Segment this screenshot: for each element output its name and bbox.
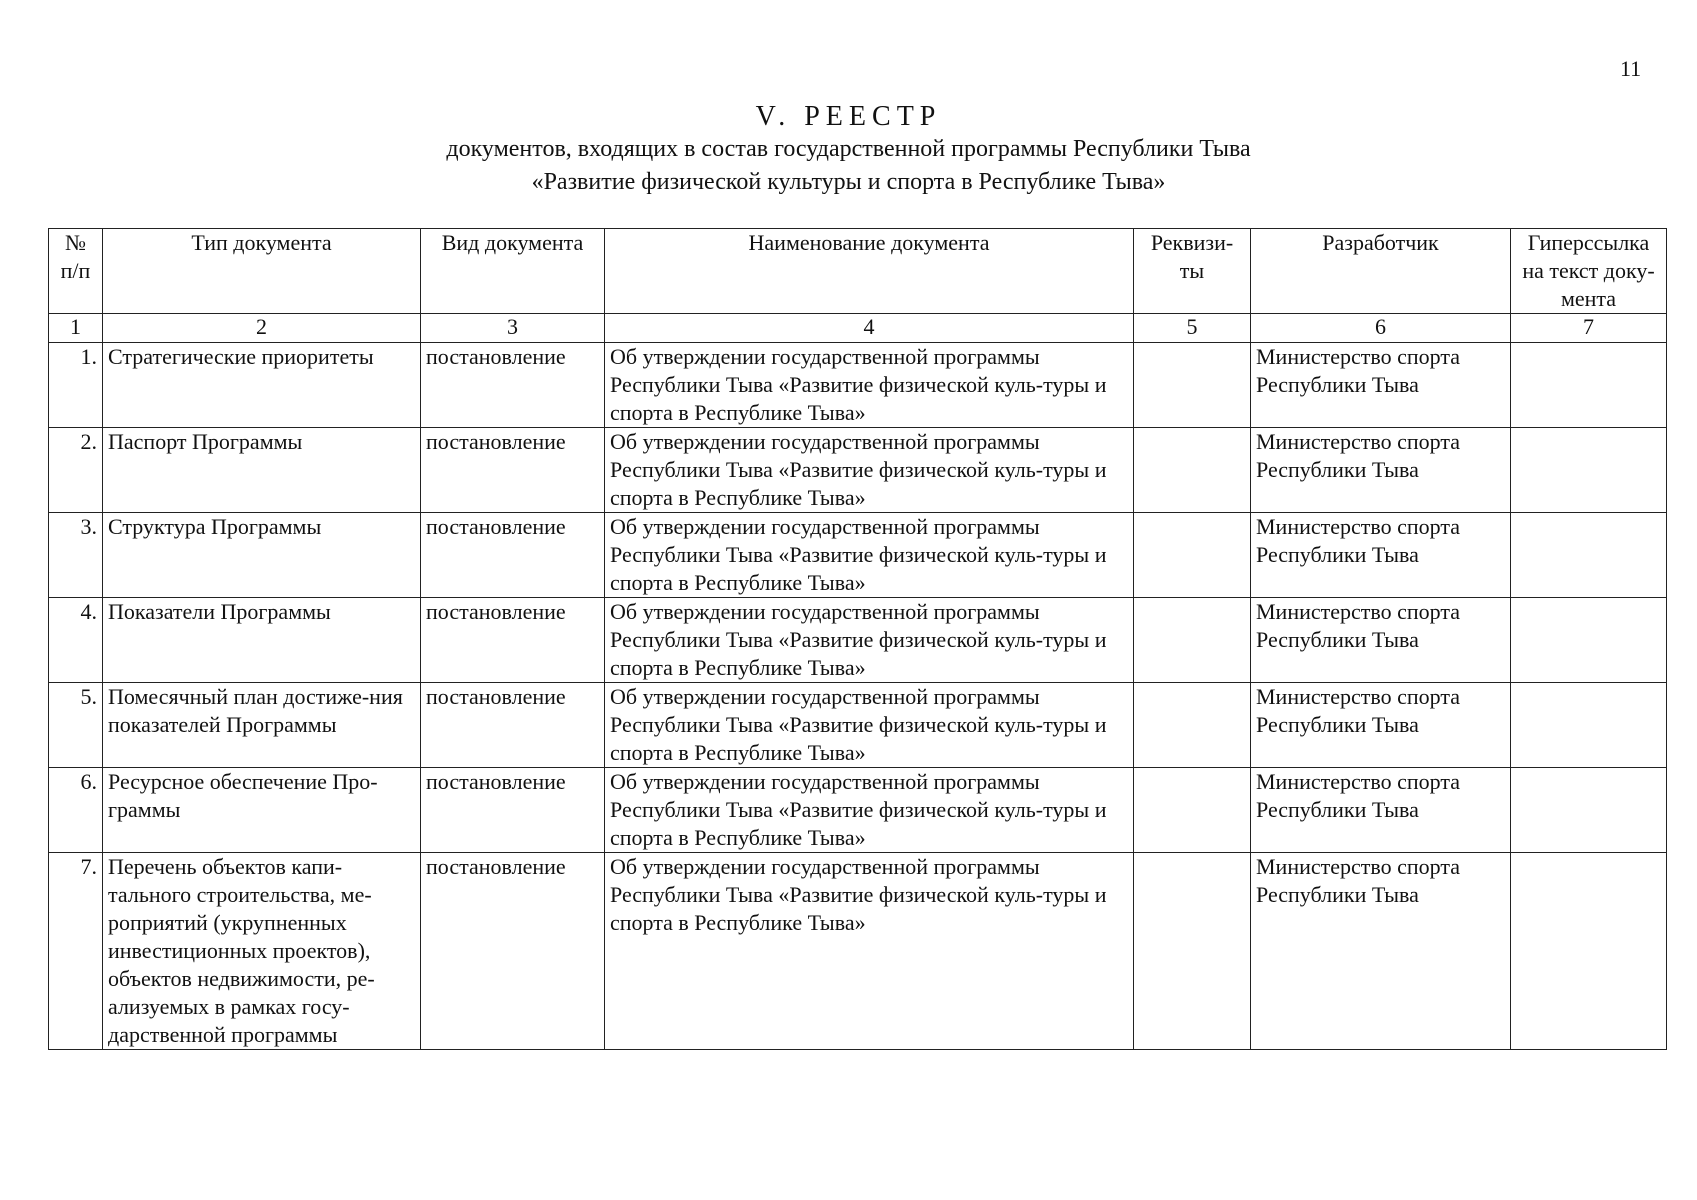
row-document-type: Паспорт Программы xyxy=(103,428,421,513)
header-requisites: Реквизи-ты xyxy=(1134,229,1251,314)
header-developer: Разработчик xyxy=(1251,229,1511,314)
row-document-kind: постановление xyxy=(421,853,605,1050)
header-document-name: Наименование документа xyxy=(605,229,1134,314)
column-number-row xyxy=(49,314,1667,343)
row-hyperlink xyxy=(1511,853,1667,1050)
row-hyperlink xyxy=(1511,513,1667,598)
row-hyperlink xyxy=(1511,343,1667,428)
table-row xyxy=(49,343,1667,428)
row-developer: Министерство спорта Республики Тыва xyxy=(1251,598,1511,683)
registry-title: V. РЕЕСТР xyxy=(755,101,942,132)
registry-table xyxy=(48,228,1667,1050)
header-hyperlink: Гиперссылка на текст доку-мента xyxy=(1511,229,1667,314)
row-document-name: Об утверждении государственной программы Республики Тыва «Развитие физической куль-туры и спорта в Республике Тыва» xyxy=(605,683,1134,768)
row-developer: Министерство спорта Республики Тыва xyxy=(1251,768,1511,853)
table-row xyxy=(49,683,1667,768)
column-number: 1 xyxy=(49,314,103,343)
row-developer: Министерство спорта Республики Тыва xyxy=(1251,343,1511,428)
header-document-kind: Вид документа xyxy=(421,229,605,314)
table-row xyxy=(49,513,1667,598)
row-document-type: Показатели Программы xyxy=(103,598,421,683)
row-document-name: Об утверждении государственной программы Республики Тыва «Развитие физической куль-туры и спорта в Республике Тыва» xyxy=(605,598,1134,683)
row-requisites xyxy=(1134,598,1251,683)
row-document-kind: постановление xyxy=(421,598,605,683)
header-document-type: Тип документа xyxy=(103,229,421,314)
row-document-name: Об утверждении государственной программы Республики Тыва «Развитие физической куль-туры и спорта в Республике Тыва» xyxy=(605,428,1134,513)
row-requisites xyxy=(1134,513,1251,598)
row-document-name: Об утверждении государственной программы Республики Тыва «Развитие физической куль-туры и спорта в Республике Тыва» xyxy=(605,343,1134,428)
row-number: 6. xyxy=(49,768,103,853)
column-number: 4 xyxy=(605,314,1134,343)
table-row xyxy=(49,853,1667,1050)
row-requisites xyxy=(1134,428,1251,513)
row-requisites xyxy=(1134,853,1251,1050)
row-hyperlink xyxy=(1511,428,1667,513)
column-number: 3 xyxy=(421,314,605,343)
row-developer: Министерство спорта Республики Тыва xyxy=(1251,683,1511,768)
row-hyperlink xyxy=(1511,598,1667,683)
table-row xyxy=(49,428,1667,513)
row-requisites xyxy=(1134,343,1251,428)
row-document-type: Ресурсное обеспечение Про-граммы xyxy=(103,768,421,853)
row-document-kind: постановление xyxy=(421,683,605,768)
column-number: 7 xyxy=(1511,314,1667,343)
row-document-type: Перечень объектов капи-тального строительства, ме-роприятий (укрупненных инвестиционных проектов), объектов недвижимости, ре-ализуемых в рамках госу-дарственной программы xyxy=(103,853,421,1050)
column-number: 2 xyxy=(103,314,421,343)
header-number: № п/п xyxy=(49,229,103,314)
row-number: 1. xyxy=(49,343,103,428)
row-document-type: Стратегические приоритеты xyxy=(103,343,421,428)
row-hyperlink xyxy=(1511,768,1667,853)
row-document-type: Структура Программы xyxy=(103,513,421,598)
registry-subtitle-line1: документов, входящих в состав государственной программы Республики Тыва xyxy=(446,136,1251,162)
row-hyperlink xyxy=(1511,683,1667,768)
row-document-name: Об утверждении государственной программы Республики Тыва «Развитие физической куль-туры и спорта в Республике Тыва» xyxy=(605,513,1134,598)
document-heading xyxy=(0,100,1697,199)
row-document-kind: постановление xyxy=(421,343,605,428)
row-developer: Министерство спорта Республики Тыва xyxy=(1251,513,1511,598)
row-document-name: Об утверждении государственной программы Республики Тыва «Развитие физической куль-туры и спорта в Республике Тыва» xyxy=(605,768,1134,853)
row-number: 7. xyxy=(49,853,103,1050)
page-number: 11 xyxy=(1620,56,1642,81)
row-document-kind: постановление xyxy=(421,768,605,853)
row-document-kind: постановление xyxy=(421,513,605,598)
table-header-row xyxy=(49,229,1667,314)
table-row xyxy=(49,768,1667,853)
row-document-kind: постановление xyxy=(421,428,605,513)
row-number: 3. xyxy=(49,513,103,598)
table-row xyxy=(49,598,1667,683)
registry-subtitle-line2: «Развитие физической культуры и спорта в Республике Тыва» xyxy=(531,169,1166,195)
row-developer: Министерство спорта Республики Тыва xyxy=(1251,853,1511,1050)
column-number: 5 xyxy=(1134,314,1251,343)
row-number: 2. xyxy=(49,428,103,513)
row-requisites xyxy=(1134,768,1251,853)
row-document-type: Помесячный план достиже-ния показателей Программы xyxy=(103,683,421,768)
row-requisites xyxy=(1134,683,1251,768)
column-number: 6 xyxy=(1251,314,1511,343)
row-number: 4. xyxy=(49,598,103,683)
row-developer: Министерство спорта Республики Тыва xyxy=(1251,428,1511,513)
row-number: 5. xyxy=(49,683,103,768)
row-document-name: Об утверждении государственной программы Республики Тыва «Развитие физической куль-туры и спорта в Республике Тыва» xyxy=(605,853,1134,1050)
